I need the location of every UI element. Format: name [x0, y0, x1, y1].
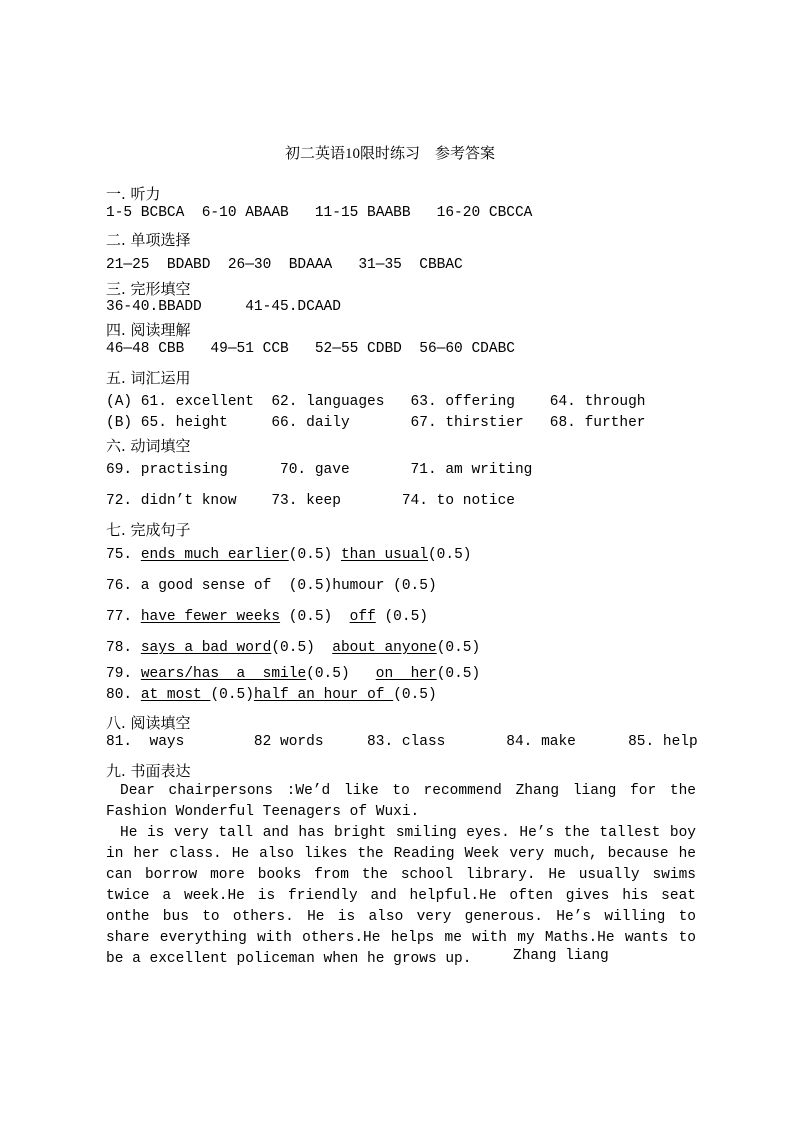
answer-part-2: on her — [375, 666, 437, 682]
section-single-choice-heading: 二. 单项选择 — [106, 231, 191, 249]
answer-part-1: wears/has a smile — [140, 666, 307, 682]
vocabulary-row-b: (B) 65. height 66. daily 67. thirstier 68. further — [106, 415, 646, 431]
score-2: (0.5) — [393, 687, 437, 703]
score-1: (0.5) — [288, 547, 341, 563]
answer-part-2: than usual — [340, 547, 428, 563]
section-vocabulary-heading: 五. 词汇运用 — [106, 369, 191, 387]
score-2: (0.5) — [427, 547, 472, 563]
answer-part-2: half an hour of — [253, 687, 394, 703]
section-listening-answers: 1-5 BCBCA 6-10 ABAAB 11-15 BAABB 16-20 CBCCA — [106, 205, 533, 221]
sentence-number: 79. — [106, 666, 133, 682]
sentence-number: 78. — [106, 640, 133, 656]
score-1: (0.5) — [210, 687, 254, 703]
section-reading-heading: 四. 阅读理解 — [106, 321, 191, 339]
answer-part-1: ends much earlier — [140, 547, 289, 563]
sentence-number: 75. — [106, 547, 133, 563]
sentence-80 — [106, 687, 437, 703]
writing-essay — [106, 781, 696, 970]
score-2: (0.5) — [436, 666, 481, 682]
section-listening-heading: 一. 听力 — [106, 185, 161, 203]
answer-part-1: at most — [140, 687, 211, 703]
reading-fill-answers: 81. ways 82 words 83. class 84. make 85. help — [106, 734, 698, 750]
section-single-choice-answers: 21—25 BDABD 26—30 BDAAA 31—35 CBBAC — [106, 257, 463, 273]
answer-part-2: off — [349, 609, 376, 625]
section-writing-heading: 九. 书面表达 — [106, 762, 191, 780]
essay-paragraph-2: He is very tall and has bright smiling eyes. He’s the tallest boy in her class. He also likes the Reading Week very much, because he can borrow more books from the school library. He usually swims twice a week.He is friendly and helpful.He often gives his seat onthe bus to others. He is also very generous. He’s willing to share everything with others.He helps me with my Maths.He wants to be a excellent policeman when he grows up. — [106, 825, 696, 967]
sentence-75 — [106, 547, 472, 563]
answer-part-2: about anyone — [332, 640, 437, 656]
vocabulary-row-a: (A) 61. excellent 62. languages 63. offering 64. through — [106, 394, 646, 410]
score-2: (0.5) — [375, 609, 428, 625]
section-sentences-heading: 七. 完成句子 — [106, 521, 191, 539]
essay-signature: Zhang liang — [513, 948, 609, 964]
answer-part-1: says a bad word — [140, 640, 272, 656]
section-cloze-heading: 三. 完形填空 — [106, 280, 191, 298]
sentence-76: 76. a good sense of (0.5)humour (0.5) — [106, 578, 437, 594]
score-1: (0.5) — [306, 666, 376, 682]
score-1: (0.5) — [280, 609, 350, 625]
answer-part-1: have fewer weeks — [140, 609, 281, 625]
section-reading-answers: 46—48 CBB 49—51 CCB 52—55 CDBD 56—60 CDABC — [106, 341, 515, 357]
section-cloze-answers: 36-40.BBADD 41-45.DCAAD — [106, 299, 341, 315]
sentence-number: 77. — [106, 609, 133, 625]
essay-paragraph-1: Dear chairpersons :We’d like to recommend Zhang liang for the Fashion Wonderful Teenagers of Wuxi. — [106, 783, 696, 820]
sentence-78 — [106, 640, 480, 656]
verb-row-1: 69. practising 70. gave 71. am writing — [106, 462, 533, 478]
page-title: 初二英语10限时练习 参考答案 — [285, 146, 496, 162]
score-2: (0.5) — [436, 640, 481, 656]
score-1: (0.5) — [271, 640, 333, 656]
sentence-77 — [106, 609, 428, 625]
sentence-number: 80. — [106, 687, 133, 703]
section-verb-heading: 六. 动词填空 — [106, 437, 191, 455]
section-reading-fill-heading: 八. 阅读填空 — [106, 714, 191, 732]
verb-row-2: 72. didn’t know 73. keep 74. to notice — [106, 493, 515, 509]
sentence-79 — [106, 666, 480, 682]
